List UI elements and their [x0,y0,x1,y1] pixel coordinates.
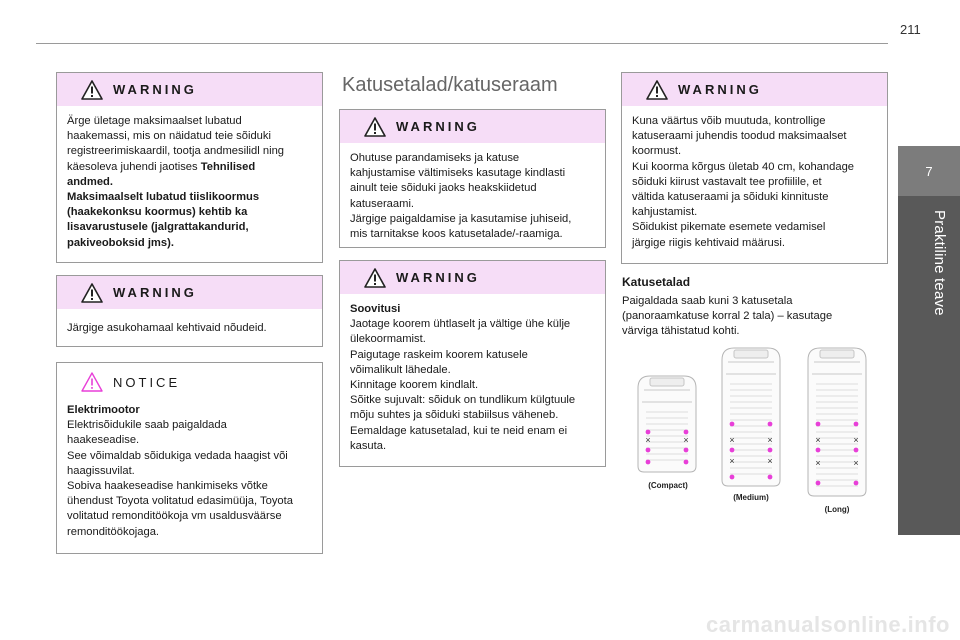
warning-triangle-icon [364,117,386,137]
roof-bars-paragraph [622,294,877,340]
notice-header [57,363,322,401]
van-medium-diagram [722,348,780,502]
warning-title: WARNING [396,270,480,285]
van-label-compact: (Compact) [648,481,688,490]
section-title: Katusetalad/katuseraam [342,74,558,96]
text-line: Elektrisõidukile saab paigaldada [67,419,227,432]
chapter-number: 7 [898,146,960,196]
van-label-long: (Long) [824,505,850,514]
warning-title: WARNING [396,119,480,134]
text-line [67,160,314,175]
text-line: (haakekonksu koormus) kehtib ka [67,206,248,219]
text-line: Järgige asukohamaal kehtivaid nõudeid. [67,322,267,334]
text-line: See võimaldab sõidukiga vedada haagist või [67,449,288,462]
warning-header [622,73,887,106]
text-line: haagissuvilat. [67,464,135,477]
text-line: andmed. [67,175,114,188]
text-line: haakemassi, mis on näidatud teie sõiduki [67,130,271,143]
text-line: sõiduki kiirust vastavalt tee profiilile, et [632,175,822,188]
text-line: kasuta. [350,439,387,452]
x-marker: × [729,456,735,466]
x-marker: × [767,456,773,466]
warning-box-recommendations [339,260,606,467]
text-line: Eemaldage katusetalad, kui te neid enam ei [350,424,568,437]
warning-header [340,110,605,143]
warning-title: WARNING [678,82,762,97]
x-marker: × [815,458,821,468]
warning-triangle-icon [646,80,668,100]
notice-triangle-icon [81,372,103,392]
text-line: Järgige paigaldamise ja kasutamise juhiseid, [350,212,572,225]
bold-reference: Tehnilised [200,160,256,173]
warning-box-max-load [621,72,888,264]
text-line: vältida katuseraami ja sõiduki kinnituste [632,191,829,204]
warning-heading: Soovitusi [350,303,401,315]
text-line: Ärge ületage maksimaalset lubatud [67,115,242,127]
text-line: Kinnitage koorem kindlalt. [350,379,479,392]
watermark: carmanualsonline.info [706,612,950,637]
warning-triangle-icon [364,268,386,288]
text-line: Paigaldada saab kuni 3 katusetala [622,295,793,307]
text-line: Sobiva haakeseadise hankimiseks võtke [67,480,268,493]
x-marker: × [767,435,773,445]
van-compact-diagram [638,376,696,490]
van-label-medium: (Medium) [733,493,769,502]
text-line: katuseraami. [350,197,415,210]
x-marker: × [645,435,651,445]
text-line: Maksimaalselt lubatud tiislikoormus [67,191,260,204]
text-line: pakiveoboksid jms). [67,236,174,249]
warning-triangle-icon [81,80,103,100]
top-divider [36,43,888,44]
notice-title: NOTICE [113,374,181,390]
text-line: värviga tähistatud kohti. [622,325,740,338]
text-line: koormust. [632,145,682,158]
warning-title: WARNING [113,82,197,97]
text-line: mõju suhtes ja sõiduki stabiilsus väheneb. [350,409,559,422]
warning-header [340,261,605,294]
text-line: volitatud remonditöökoja vm usaldusväärse [67,510,282,523]
text-line: kahjustamise vältimiseks kasutage kindlasti [350,167,566,180]
text-line: ühendust Toyota volitatud edasimüüja, Toyota [67,495,293,508]
text-line: lisavarustusele (jalgrattakandurid, [67,221,249,234]
text-line: katuseraami juhendis toodud maksimaalset [632,130,847,143]
warning-box-trailer-mass [56,72,323,263]
text-line: Kui koorma kõrgus ületab 40 cm, kohandage [632,160,855,173]
x-marker: × [729,435,735,445]
warning-header [57,73,322,106]
x-marker: × [815,435,821,445]
text-line: registreerimiskaardil, tootja andmesilidl ning [67,145,285,158]
text-line: Kuna väärtus võib muutuda, kontrollige [632,115,826,127]
x-marker: × [853,435,859,445]
text-line: (panoraamkatuse korral 2 tala) – kasutage [622,310,833,323]
text-line: ülekoormamist. [350,333,426,346]
x-marker: × [683,435,689,445]
x-marker: × [853,458,859,468]
text-line: võimalikult lähedale. [350,363,451,376]
text-line: kahjustamist. [632,206,698,219]
text-run: käesoleva juhendi jaotises Tehnilised [67,160,256,173]
warning-box-local-rules [56,275,323,347]
text-line: remonditöökojaga. [67,525,160,538]
text-line: haakeseadise. [67,434,140,447]
text-line: Paigutage raskeim koorem katusele [350,348,528,361]
text-line: Sõitke sujuvalt: sõiduk on tundlikum külgtuule [350,394,576,407]
warning-title: WARNING [113,285,197,300]
roof-bar-positions-diagram [628,340,878,520]
text-line: Ohutuse parandamiseks ja katuse [350,152,520,164]
text-line: järgige riigis kehtivaid määrusi. [632,236,785,249]
page-number: 211 [900,22,921,37]
warning-triangle-icon [81,283,103,303]
text-line: Jaotage koorem ühtlaselt ja vältige ühe külje [350,318,571,331]
chapter-title: Praktiline teave [931,210,948,316]
text-line: mis tarnitakse koos katusetalade/-raamiga. [350,228,563,241]
subheading-roof-bars: Katusetalad [622,275,691,289]
notice-heading: Elektrimootor [67,404,140,416]
warning-header [57,276,322,309]
text-line: Sõidukist pikemate esemete vedamisel [632,221,826,234]
text-line: ainult teie sõiduki jaoks heakskiidetud [350,182,537,195]
van-long-diagram [808,348,866,514]
notice-box-electric-motor [56,362,323,554]
warning-box-roof-rack [339,109,606,248]
